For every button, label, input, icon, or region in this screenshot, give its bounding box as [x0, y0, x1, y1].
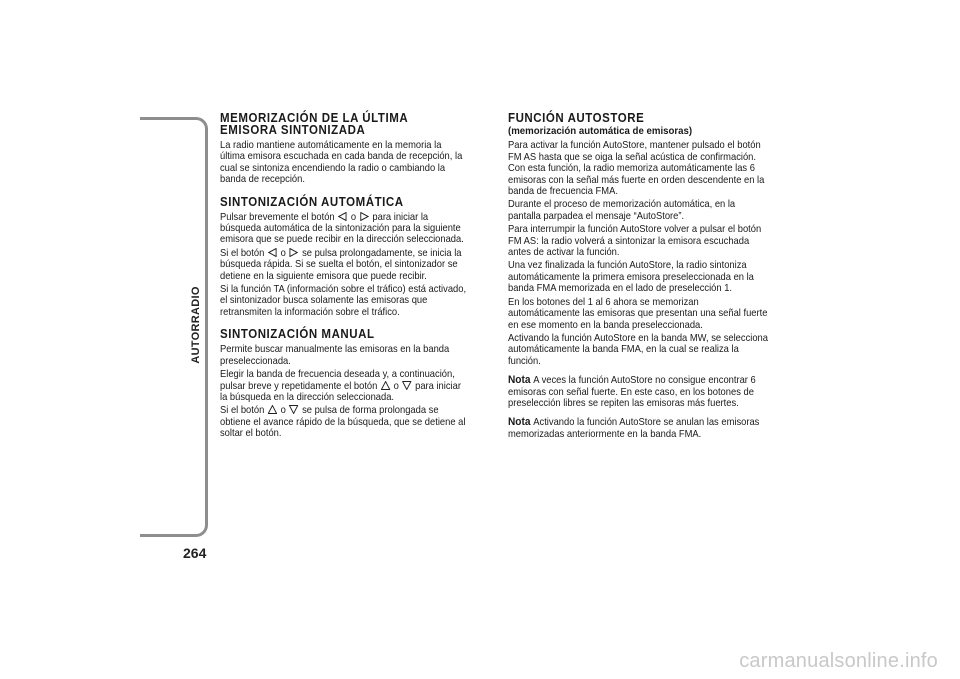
triangle-left-icon — [338, 212, 347, 221]
note: Nota Activando la función AutoStore se anulan las emisoras memorizadas anteriormente en la banda FMA. — [508, 416, 760, 440]
heading-auto-tuning: SINTONIZACIÓN AUTOMÁTICA — [220, 194, 404, 209]
heading-autostore: FUNCIÓN AUTOSTORE — [508, 111, 645, 125]
subtitle-autostore: (memorización automática de emisoras) — [508, 125, 693, 137]
note: Nota A veces la función AutoStore no consigue encontrar 6 emisoras con señal fuerte. En este caso, en los botones de preselección libres se repiten las emisoras más fuertes. — [508, 374, 756, 409]
paragraph: Si la función TA (información sobre el tráfico) está activado, el sintonizador busca solamente las emisoras que retransmiten la información sobre el tráfico. — [220, 284, 467, 318]
note-label: Nota — [508, 374, 531, 387]
paragraph: Pulsar brevemente el botón o para iniciar la búsqueda automática de la sintonización para la siguiente emisora que se puede recibir en la dirección seleccionada. — [220, 211, 464, 246]
page-number: 264 — [183, 545, 207, 561]
paragraph: Elegir la banda de frecuencia deseada y, a continuación, pulsar breve y repetidamente el botón o para iniciar la búsqueda en la dirección seleccionada. — [220, 369, 461, 403]
left-column — [220, 112, 468, 442]
note-label: Nota — [508, 416, 531, 429]
paragraph: Si el botón o se pulsa de forma prolongada se obtiene el avance rápido de la búsqueda, que se detiene al soltar el botón. — [220, 405, 466, 440]
triangle-down-icon — [289, 405, 298, 414]
paragraph: Durante el proceso de memorización automática, en la pantalla parpadea el mensaje “AutoStore”. — [508, 199, 736, 222]
right-column — [508, 112, 770, 442]
paragraph: En los botones del 1 al 6 ahora se memorizan automáticamente las emisoras que presentan una señal fuerte en ese momento en la banda preseleccionada. — [508, 296, 768, 331]
paragraph: La radio mantiene automáticamente en la memoria la última emisora escuchada en cada banda de recepción, la cual se sintoniza encendiendo la radio o cambiando la banda de recepción. — [220, 140, 463, 186]
paragraph: Para interrumpir la función AutoStore volver a pulsar el botón FM AS: la radio volverá a sintonizar la emisora escuchada antes de activar la función. — [508, 224, 762, 259]
watermark: carmanualsonline.info — [739, 650, 938, 672]
triangle-up-icon — [268, 405, 277, 414]
paragraph: Activando la función AutoStore en la banda MW, se selecciona automáticamente la banda FMA, en la cual se realiza la función. — [508, 332, 768, 367]
heading-last-station: MEMORIZACIÓN DE LA ÚLTIMA EMISORA SINTONIZADA — [220, 111, 409, 137]
paragraph: Para activar la función AutoStore, mantener pulsado el botón FM AS hasta que se oiga la señal acústica de confirmación. Con esta función, la radio memoriza automáticamente las 6 emisoras con la señal más fuerte en orden descendente en la banda de frecuencia FMA. — [508, 140, 765, 198]
heading-manual-tuning: SINTONIZACIÓN MANUAL — [220, 327, 375, 342]
triangle-right-icon — [360, 212, 369, 221]
paragraph: Una vez finalizada la función AutoStore, la radio sintoniza automáticamente la primera emisora preseleccionada en la banda FMA memorizada en el lado de preselección 1. — [508, 260, 754, 295]
triangle-right-icon — [289, 248, 298, 257]
triangle-down-icon — [402, 381, 411, 390]
triangle-left-icon — [268, 248, 277, 257]
section-label: AUTORRADIO — [190, 286, 202, 364]
triangle-up-icon — [381, 381, 390, 390]
paragraph: Permite buscar manualmente las emisoras en la banda preseleccionada. — [220, 344, 450, 367]
paragraph: Si el botón o se pulsa prolongadamente, se inicia la búsqueda rápida. Si se suelta el botón, el sintonizador se detiene en la siguiente emisora que puede recibir. — [220, 247, 462, 282]
